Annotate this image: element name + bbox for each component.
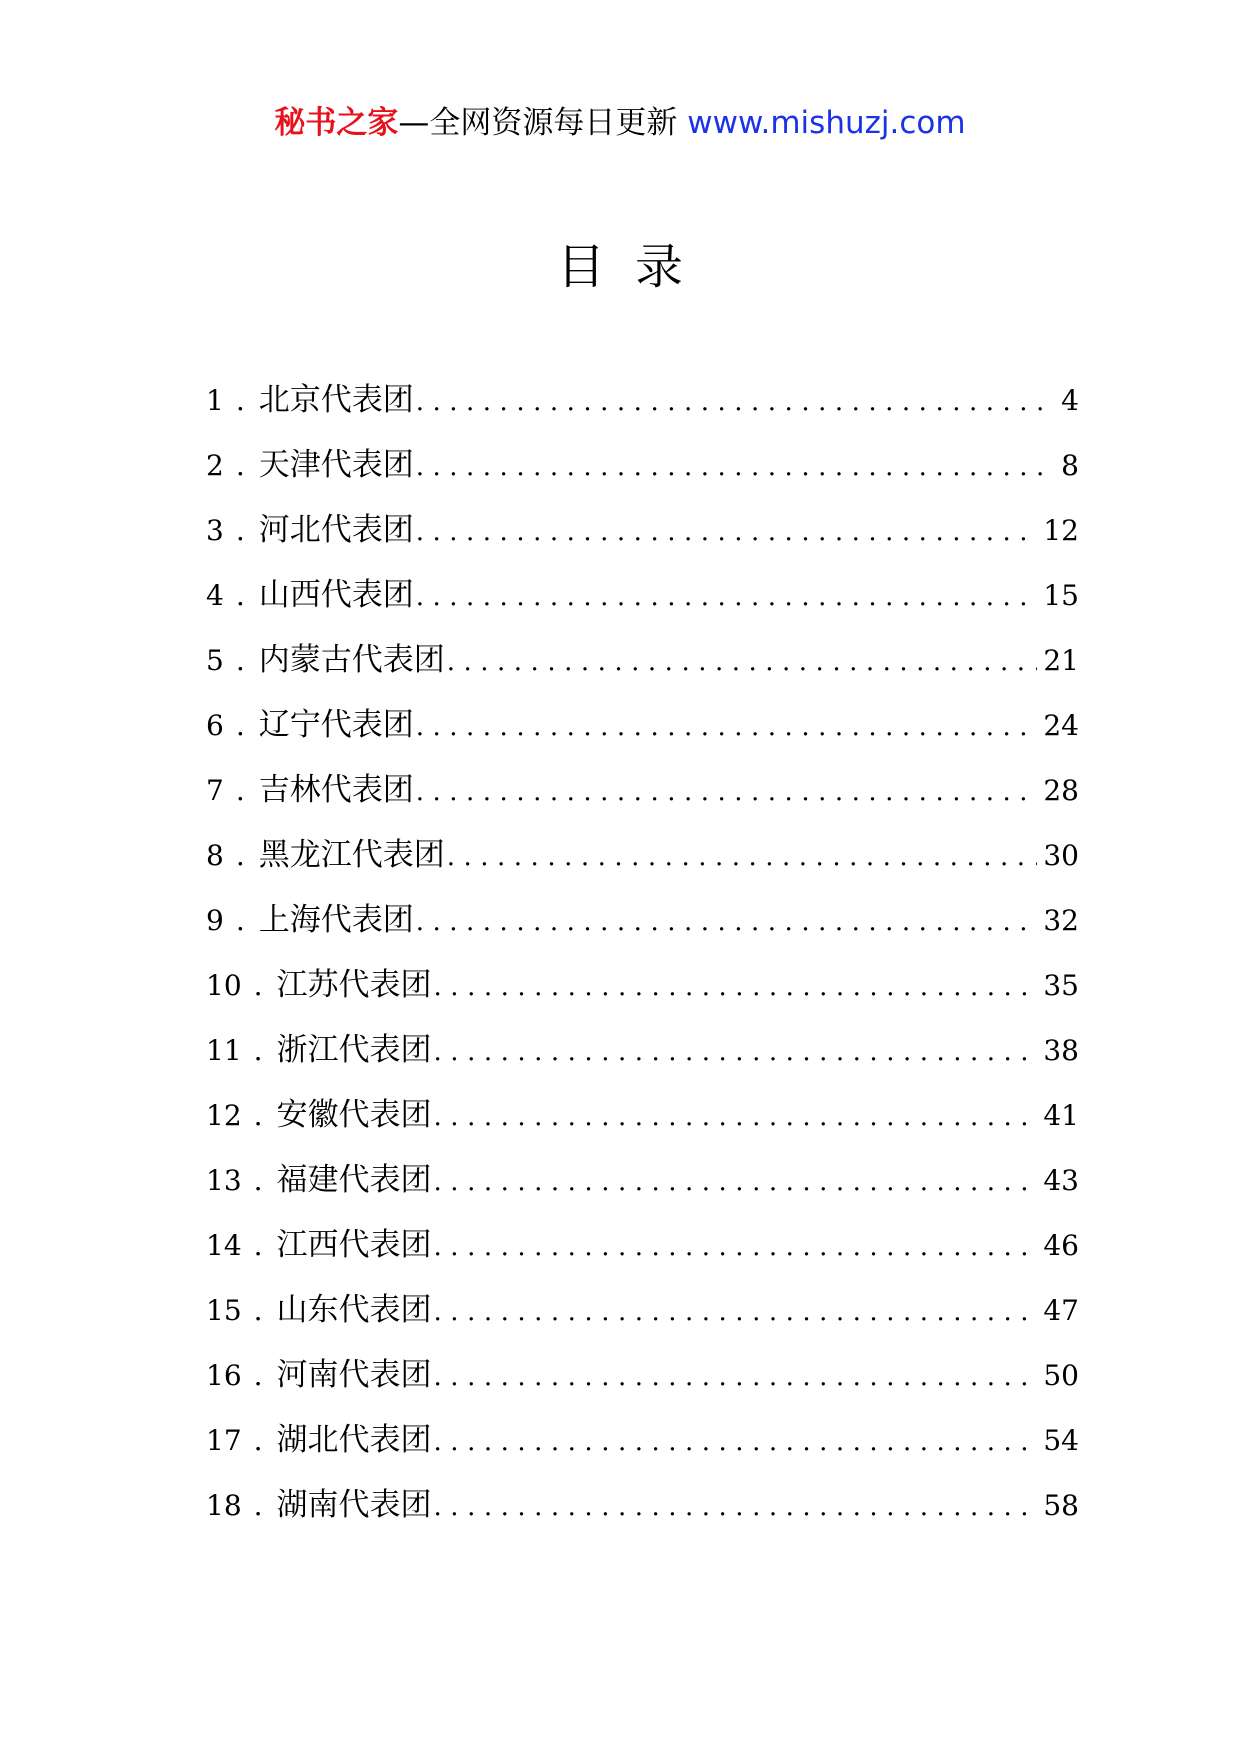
toc-entry[interactable] — [206, 758, 1079, 823]
toc-entry-number: 9 — [206, 904, 224, 937]
toc-entry-separator: . — [253, 969, 263, 1002]
toc-entry-number: 3 — [206, 514, 224, 547]
toc-entry-title: 辽宁代表团 — [258, 707, 414, 743]
toc-entry-title: 山东代表团 — [276, 1292, 432, 1328]
toc-entry-number: 17 — [206, 1424, 242, 1457]
toc-entry-separator: . — [253, 1099, 263, 1132]
toc-dot-leader — [447, 630, 1038, 695]
toc-entry[interactable] — [206, 368, 1079, 433]
toc-entry-number: 5 — [206, 644, 224, 677]
toc-entry-title: 江苏代表团 — [276, 967, 432, 1003]
toc-entry-number: 13 — [206, 1164, 242, 1197]
toc-entry-separator: . — [235, 449, 245, 482]
toc-entry-page-number: 12 — [1043, 514, 1079, 547]
toc-entry-number: 7 — [206, 774, 224, 807]
toc-entry-number: 18 — [206, 1489, 242, 1522]
toc-entry-title: 内蒙古代表团 — [258, 642, 445, 678]
toc-entry-title: 天津代表团 — [258, 447, 414, 483]
toc-entry-page-number: 28 — [1043, 774, 1079, 807]
toc-entry-page-number: 58 — [1043, 1489, 1079, 1522]
toc-entry-separator: . — [235, 709, 245, 742]
toc-dot-leader — [416, 565, 1038, 630]
toc-entry-page-number: 54 — [1043, 1424, 1079, 1457]
toc-entry-separator: . — [253, 1034, 263, 1067]
toc-entry-page-number: 46 — [1043, 1229, 1079, 1262]
toc-entry-number: 16 — [206, 1359, 242, 1392]
toc-entry-title: 上海代表团 — [258, 902, 414, 938]
toc-dot-leader — [434, 1280, 1038, 1345]
toc-dot-leader — [416, 890, 1038, 955]
toc-entry[interactable] — [206, 563, 1079, 628]
toc-entry[interactable] — [206, 888, 1079, 953]
toc-entry[interactable] — [206, 1018, 1079, 1083]
toc-entry[interactable] — [206, 628, 1079, 693]
toc-entry-page-number: 21 — [1043, 644, 1079, 677]
toc-entry[interactable] — [206, 823, 1079, 888]
toc-dot-leader — [434, 1475, 1038, 1540]
toc-dot-leader — [416, 695, 1038, 760]
toc-entry-page-number: 47 — [1043, 1294, 1079, 1327]
toc-dot-leader — [434, 1345, 1038, 1410]
toc-entry[interactable] — [206, 1408, 1079, 1473]
toc-entry-separator: . — [235, 774, 245, 807]
toc-dot-leader — [416, 435, 1055, 500]
toc-entry[interactable] — [206, 1343, 1079, 1408]
toc-dot-leader — [434, 1020, 1038, 1085]
toc-entry-separator: . — [253, 1424, 263, 1457]
toc-entry-page-number: 4 — [1061, 384, 1079, 417]
toc-entry[interactable] — [206, 1473, 1079, 1538]
toc-entry-separator: . — [253, 1294, 263, 1327]
toc-entry-separator: . — [253, 1489, 263, 1522]
toc-entry-title: 河北代表团 — [258, 512, 414, 548]
toc-entry[interactable] — [206, 1213, 1079, 1278]
toc-entry-title: 福建代表团 — [276, 1162, 432, 1198]
toc-dot-leader — [416, 760, 1038, 825]
toc-entry-number: 12 — [206, 1099, 242, 1132]
toc-entry-title: 黑龙江代表团 — [258, 837, 445, 873]
toc-entry-separator: . — [235, 514, 245, 547]
toc-entry[interactable] — [206, 1083, 1079, 1148]
toc-entry-number: 14 — [206, 1229, 242, 1262]
toc-entry-title: 江西代表团 — [276, 1227, 432, 1263]
toc-entry-separator: . — [235, 579, 245, 612]
page-title: 目录 — [556, 239, 713, 295]
toc-entry-separator: . — [235, 904, 245, 937]
site-brand: 秘书之家 — [274, 105, 399, 141]
toc-entry-separator: . — [235, 839, 245, 872]
toc-entry-page-number: 8 — [1061, 449, 1079, 482]
toc-entry[interactable] — [206, 1148, 1079, 1213]
toc-dot-leader — [434, 1215, 1038, 1280]
toc-entry-title: 河南代表团 — [276, 1357, 432, 1393]
table-of-contents — [206, 368, 1079, 1538]
toc-entry-page-number: 32 — [1043, 904, 1079, 937]
toc-dot-leader — [434, 1085, 1038, 1150]
toc-entry[interactable] — [206, 953, 1079, 1018]
page-header — [0, 98, 1240, 148]
toc-entry-number: 2 — [206, 449, 224, 482]
toc-entry-separator: . — [253, 1164, 263, 1197]
toc-entry-page-number: 35 — [1043, 969, 1079, 1002]
toc-entry-separator: . — [253, 1359, 263, 1392]
toc-entry-number: 6 — [206, 709, 224, 742]
toc-dot-leader — [434, 1410, 1038, 1475]
toc-entry-number: 8 — [206, 839, 224, 872]
toc-entry-number: 10 — [206, 969, 242, 1002]
toc-entry-title: 湖南代表团 — [276, 1487, 432, 1523]
toc-entry-title: 北京代表团 — [258, 382, 414, 418]
toc-entry-number: 11 — [206, 1034, 242, 1067]
toc-entry-page-number: 30 — [1043, 839, 1079, 872]
site-url-link[interactable]: www.mishuzj.com — [687, 105, 966, 141]
toc-entry[interactable] — [206, 693, 1079, 758]
toc-dot-leader — [434, 1150, 1038, 1215]
toc-entry-separator: . — [235, 644, 245, 677]
toc-entry-page-number: 50 — [1043, 1359, 1079, 1392]
toc-entry-number: 4 — [206, 579, 224, 612]
toc-entry-page-number: 43 — [1043, 1164, 1079, 1197]
toc-entry-title: 浙江代表团 — [276, 1032, 432, 1068]
toc-entry-title: 吉林代表团 — [258, 772, 414, 808]
toc-entry-title: 湖北代表团 — [276, 1422, 432, 1458]
toc-dot-leader — [434, 955, 1038, 1020]
toc-entry[interactable] — [206, 433, 1079, 498]
toc-dot-leader — [447, 825, 1038, 890]
toc-entry-page-number: 15 — [1043, 579, 1079, 612]
toc-entry-separator: . — [253, 1229, 263, 1262]
toc-entry-title: 山西代表团 — [258, 577, 414, 613]
toc-dot-leader — [416, 500, 1038, 565]
toc-entry[interactable] — [206, 498, 1079, 563]
toc-entry-separator: . — [235, 384, 245, 417]
toc-entry-number: 1 — [206, 384, 224, 417]
toc-entry-number: 15 — [206, 1294, 242, 1327]
toc-entry-page-number: 41 — [1043, 1099, 1079, 1132]
toc-dot-leader — [416, 370, 1055, 435]
toc-entry-page-number: 38 — [1043, 1034, 1079, 1067]
toc-entry-title: 安徽代表团 — [276, 1097, 432, 1133]
site-slogan: —全网资源每日更新 — [398, 105, 678, 141]
toc-entry[interactable] — [206, 1278, 1079, 1343]
toc-entry-page-number: 24 — [1043, 709, 1079, 742]
